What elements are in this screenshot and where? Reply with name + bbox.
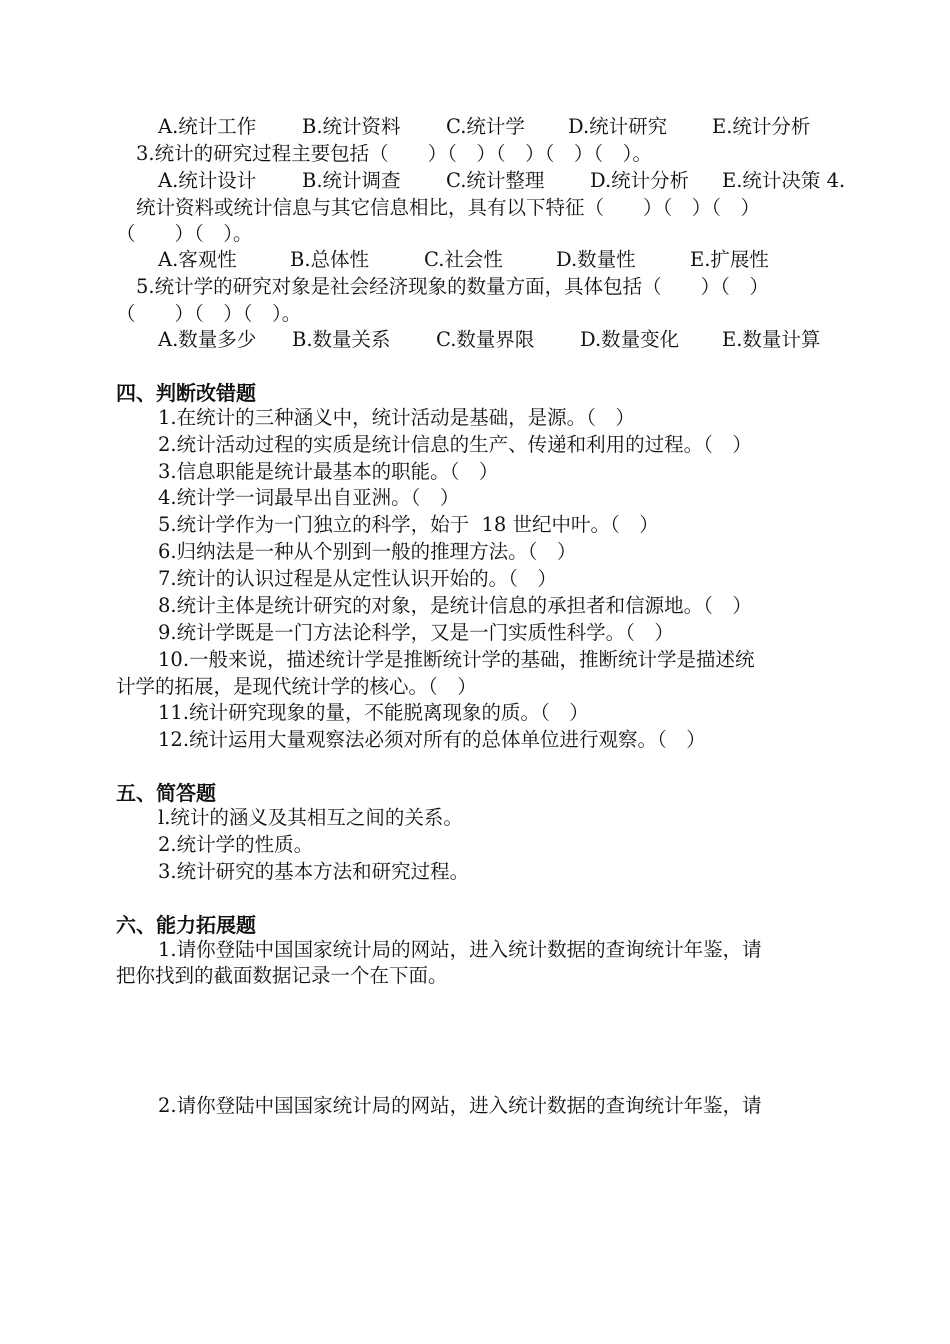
section4-item-2: 2.统计活动过程的实质是统计信息的生产、传递和利用的过程。（ ） [158,433,752,456]
section6-heading: 六、能力拓展题 [116,913,256,937]
q3-option-a: A.统计设计 [158,169,257,192]
section6-item-1-line2: 把你找到的截面数据记录一个在下面。 [116,964,448,987]
section4-item-3: 3.信息职能是统计最基本的职能。（ ） [158,460,499,483]
section4-item-11: 11.统计研究现象的量，不能脱离现象的质。（ ） [158,701,589,724]
q2-option-d: D.统计研究 [568,115,668,138]
section6-item-1-line1: 1.请你登陆中国国家统计局的网站，进入统计数据的查询统计年鉴，请 [158,938,762,961]
section4-item-6: 6.归纳法是一种从个别到一般的推理方法。（ ） [158,540,577,563]
q2-option-c: C.统计学 [446,115,525,138]
q4-option-c: C.社会性 [424,248,503,271]
q3-option-b: B.统计调查 [302,169,401,192]
q2-option-b: B.统计资料 [302,115,401,138]
q5-option-d: D.数量变化 [580,328,680,351]
q3-option-e: E.统计决策 4. [722,169,846,192]
section5-heading: 五、简答题 [116,781,216,805]
section6-item-2-line1: 2.请你登陆中国国家统计局的网站，进入统计数据的查询统计年鉴，请 [158,1094,762,1117]
q5-option-c: C.数量界限 [436,328,535,351]
section4-item-7: 7.统计的认识过程是从定性认识开始的。（ ） [158,567,557,590]
q5-stem-line2: （ ）（ ）（ ）。 [116,302,302,325]
section4-item-8: 8.统计主体是统计研究的对象，是统计信息的承担者和信源地。（ ） [158,594,752,617]
section4-item-1: 1.在统计的三种涵义中，统计活动是基础，是源。（ ） [158,406,635,429]
q3-stem: 3.统计的研究过程主要包括（ ）（ ）（ ）（ ）（ ）。 [136,142,652,165]
q3-option-d: D.统计分析 [590,169,690,192]
q5-option-b: B.数量关系 [292,328,391,351]
section4-item-9: 9.统计学既是一门方法论科学，又是一门实质性科学。（ ） [158,621,674,644]
q4-option-a: A.客观性 [158,248,237,271]
q4-option-e: E.扩展性 [690,248,769,271]
section5-item-1: l.统计的涵义及其相互之间的关系。 [158,806,463,829]
section5-item-3: 3.统计研究的基本方法和研究过程。 [158,860,470,883]
q4-option-b: B.总体性 [290,248,370,271]
q5-option-e: E.数量计算 [722,328,821,351]
q4-stem-line1: 统计资料或统计信息与其它信息相比，具有以下特征（ ）（ ）（ ） [136,196,761,219]
section4-heading: 四、判断改错题 [116,381,256,405]
section4-item-10-line1: 10.一般来说，描述统计学是推断统计学的基础，推断统计学是描述统 [158,648,755,671]
q4-option-d: D.数量性 [556,248,636,271]
q3-option-c: C.统计整理 [446,169,545,192]
section4-item-4: 4.统计学一词最早出自亚洲。（ ） [158,486,460,509]
q2-option-a: A.统计工作 [158,115,257,138]
q4-stem-line2: （ ）（ ）。 [116,222,253,245]
q5-stem-line1: 5.统计学的研究对象是社会经济现象的数量方面，具体包括（ ）（ ） [136,275,769,298]
section4-item-5: 5.统计学作为一门独立的科学，始于 18 世纪中叶。（ ） [158,513,659,536]
section4-item-10-line2: 计学的拓展，是现代统计学的核心。（ ） [116,675,477,698]
section4-item-12: 12.统计运用大量观察法必须对所有的总体单位进行观察。（ ） [158,728,706,751]
q2-option-e: E.统计分析 [712,115,811,138]
section5-item-2: 2.统计学的性质。 [158,833,314,856]
q5-option-a: A.数量多少 [158,328,257,351]
